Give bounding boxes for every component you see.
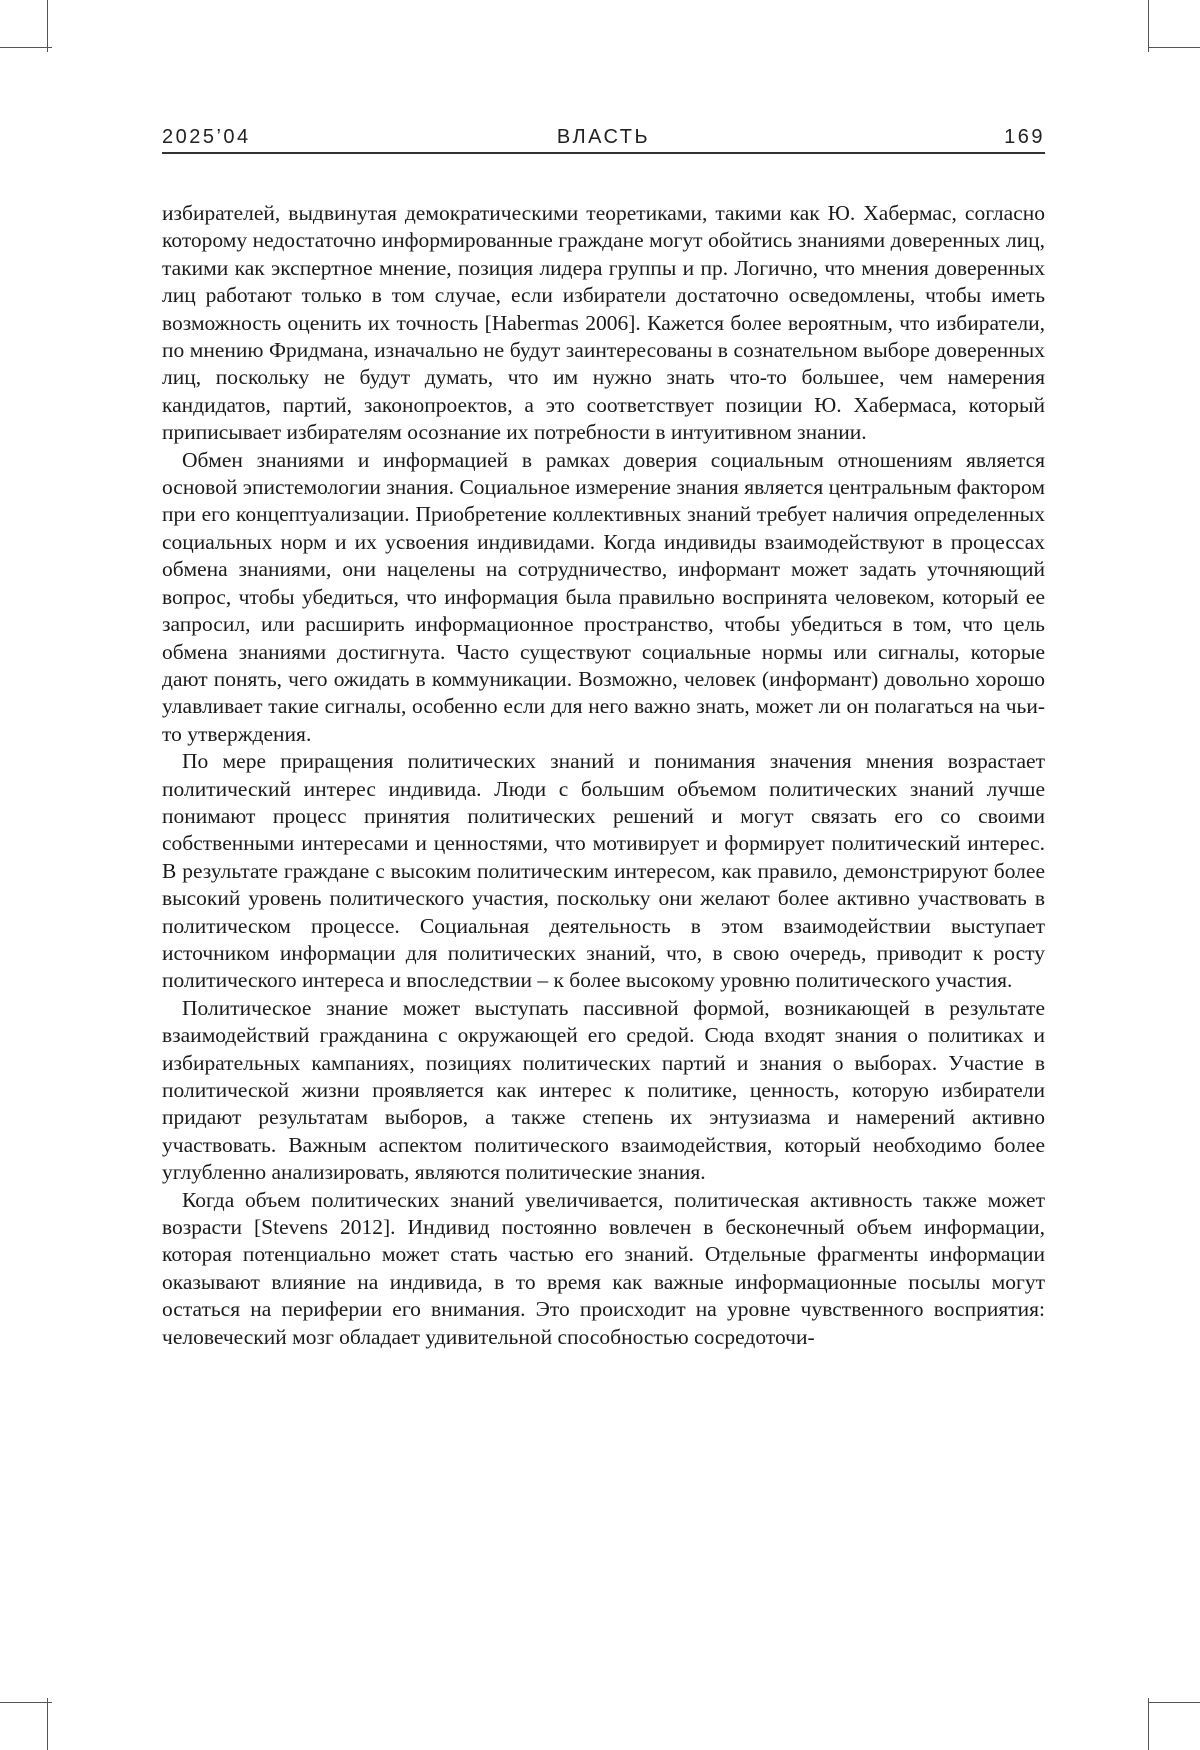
journal-title: ВЛАСТЬ (557, 126, 650, 148)
crop-mark-top-right-horizontal (1148, 47, 1200, 48)
crop-mark-top-left-horizontal (0, 47, 52, 48)
paragraph-1: избирателей, выдвинутая демократическими теоретиками, такими как Ю. Хабермас, согласно которому недостаточно информированные граждане могут обойтись знаниями доверенных лиц, такими как экспертное мнение, позиция лидера группы и пр. Логично, что мнения доверенных лиц работают только в том случае, если избиратели достаточно осведомлены, чтобы иметь возможность оценить их точность [Habermas 2006]. Кажется более вероятным, что избиратели, по мнению Фридмана, изначально не будут заинтересованы в сознательном выборе доверенных лиц, поскольку не будут думать, что им нужно знать что-то большее, чем намерения кандидатов, партий, законопроектов, а это соответствует позиции Ю. Хабермаса, который приписывает избирателям осознание их потребности в интуитивном знании. (162, 200, 1045, 447)
paragraph-2: Обмен знаниями и информацией в рамках доверия социальным отношениям является основой эпистемологии знания. Социальное измерение знания является центральным фактором при его концептуализации. Приобретение коллективных знаний требует наличия определенных социальных норм и их усвоения индивидами. Когда индивиды взаимодействуют в процессах обмена знаниями, они нацелены на сотрудничество, информант может задать уточняющий вопрос, чтобы убедиться, что информация была правильно воспринята человеком, который ее запросил, или расширить информационное пространство, чтобы убедиться в том, что цель обмена знаниями достигнута. Часто существуют социальные нормы или сигналы, которые дают понять, чего ожидать в коммуникации. Возможно, человек (информант) довольно хорошо улавливает такие сигналы, особенно если для него важно знать, может ли он полагаться на чьи-то утверждения. (162, 447, 1045, 748)
crop-mark-top-right-vertical (1148, 0, 1149, 52)
page-number: 169 (1004, 126, 1045, 148)
running-head (162, 126, 1045, 154)
paragraph-3: По мере приращения политических знаний и понимания значения мнения возрастает политический интерес индивида. Люди с большим объемом политических знаний лучше понимают процесс принятия политических решений и могут связать его со своими собственными интересами и ценностями, что мотивирует и формирует политический интерес. В результате граждане с высоким политическим интересом, как правило, демонстрируют более высокий уровень политического участия, поскольку они желают более активно участвовать в политическом процессе. Социальная деятельность в этом взаимодействии выступает источником информации для политических знаний, что, в свою очередь, приводит к росту политического интереса и впоследствии – к более высокому уровню политического участия. (162, 748, 1045, 995)
article-body (162, 200, 1045, 1351)
paragraph-5: Когда объем политических знаний увеличивается, политическая активность также может возрасти [Stevens 2012]. Индивид постоянно вовлечен в бесконечный объем информации, которая потенциально может стать частью его знаний. Отдельные фрагменты информации оказывают влияние на индивида, в то время как важные информационные посылы могут остаться на периферии его внимания. Это происходит на уровне чувственного восприятия: человеческий мозг обладает удивительной способностью сосредоточи- (162, 1187, 1045, 1351)
issue-number: 2025’04 (162, 126, 251, 148)
crop-mark-top-left-vertical (47, 0, 48, 52)
crop-mark-bottom-left-vertical (47, 1698, 48, 1750)
crop-mark-bottom-right-vertical (1148, 1698, 1149, 1750)
crop-mark-bottom-right-horizontal (1148, 1702, 1200, 1703)
paragraph-4: Политическое знание может выступать пассивной формой, возникающей в результате взаимодействий гражданина с окружающей его средой. Сюда входят знания о политиках и избирательных кампаниях, позициях политических партий и знания о выборах. Участие в политической жизни проявляется как интерес к политике, ценность, которую избиратели придают результатам выборов, а также степень их энтузиазма и намерений активно участвовать. Важным аспектом политического взаимодействия, который необходимо более углубленно анализировать, являются политические знания. (162, 995, 1045, 1187)
crop-mark-bottom-left-horizontal (0, 1702, 52, 1703)
